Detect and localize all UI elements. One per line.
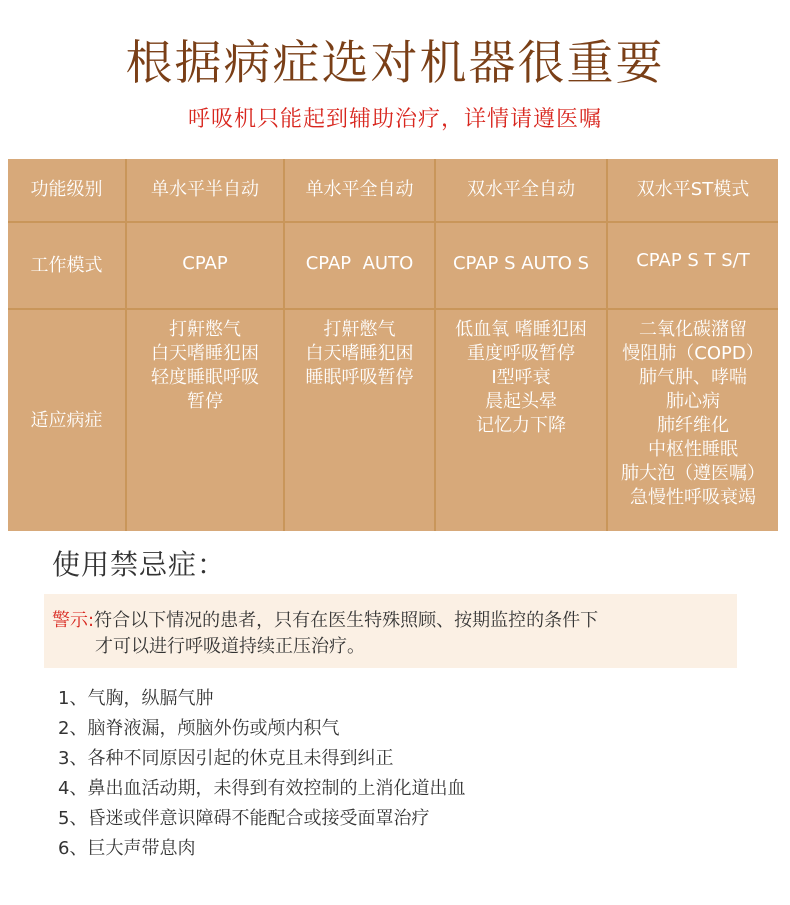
- table-cell: 工作模式: [8, 223, 125, 308]
- list-item: 5、昏迷或伴意识障碍不能配合或接受面罩治疗: [58, 808, 430, 829]
- table-cell: [608, 310, 778, 531]
- table-header-cell: 双水平ST模式: [608, 159, 778, 221]
- table-header-cell: 双水平全自动: [436, 159, 606, 221]
- table-cell: 适应病症: [8, 310, 125, 531]
- table-header-cell: 单水平半自动: [127, 159, 283, 221]
- page-subtitle: 呼吸机只能起到辅助治疗，详情请遵医嘱: [187, 107, 602, 132]
- warning-label: 警示:: [52, 610, 95, 631]
- list-item: 1、气胸，纵膈气肿: [58, 688, 214, 709]
- indication-line: 肺纤维化: [657, 415, 729, 436]
- indication-line: 肺气肿、哮喘: [639, 367, 747, 388]
- warning-text: 符合以下情况的患者，只有在医生特殊照顾、按期监控的条件下: [94, 610, 599, 631]
- table-cell: CPAP S T S/T: [608, 223, 778, 308]
- indication-line: 晨起头晕: [484, 391, 557, 412]
- list-item: 6、巨大声带息肉: [58, 838, 196, 859]
- page-title: 根据病症选对机器很重要: [125, 36, 665, 91]
- indication-line: 白天嗜睡犯困: [305, 343, 414, 364]
- contraindications-heading: 使用禁忌症：: [52, 548, 227, 581]
- indication-line: 中枢性睡眠: [648, 439, 738, 460]
- contraindication-list: [58, 684, 465, 864]
- table-cell: [285, 310, 434, 531]
- warning-box: [44, 594, 737, 668]
- table-cell: [127, 310, 283, 531]
- indication-line: 暂停: [187, 391, 223, 412]
- indication-line: 轻度睡眠呼吸: [151, 367, 259, 388]
- indication-line: 低血氧 嗜睡犯困: [455, 319, 587, 340]
- warning-line-1: [52, 606, 598, 632]
- table-cell: [436, 310, 606, 531]
- table-header-cell: 功能级别: [8, 159, 125, 221]
- indication-line: I型呼衰: [491, 367, 551, 388]
- indication-line: 重度呼吸暂停: [466, 343, 575, 364]
- indication-line: 白天嗜睡犯困: [151, 343, 259, 364]
- indication-line: 睡眠呼吸暂停: [305, 367, 414, 388]
- table-cell: CPAP AUTO: [285, 223, 434, 308]
- indication-line: 打鼾憋气: [169, 319, 241, 340]
- indication-line: 慢阻肺（COPD）: [622, 343, 764, 364]
- indication-line: 二氧化碳潴留: [639, 319, 747, 340]
- list-item: 2、脑脊液漏，颅脑外伤或颅内积气: [58, 718, 340, 739]
- table-cell: CPAP: [127, 223, 283, 308]
- indication-line: 急慢性呼吸衰竭: [630, 487, 756, 508]
- indication-line: 打鼾憋气: [323, 319, 396, 340]
- table-cell: CPAP S AUTO S: [436, 223, 606, 308]
- table-header-cell: 单水平全自动: [285, 159, 434, 221]
- list-item: 4、鼻出血活动期，未得到有效控制的上消化道出血: [58, 778, 466, 799]
- list-item: 3、各种不同原因引起的休克且未得到纠正: [58, 748, 394, 769]
- warning-line-2: 才可以进行呼吸道持续正压治疗。: [95, 636, 365, 657]
- spec-table: [8, 159, 778, 531]
- indication-line: 肺大泡（遵医嘱）: [621, 463, 765, 484]
- indication-line: 记忆力下降: [475, 415, 566, 436]
- indication-line: 肺心病: [666, 391, 720, 412]
